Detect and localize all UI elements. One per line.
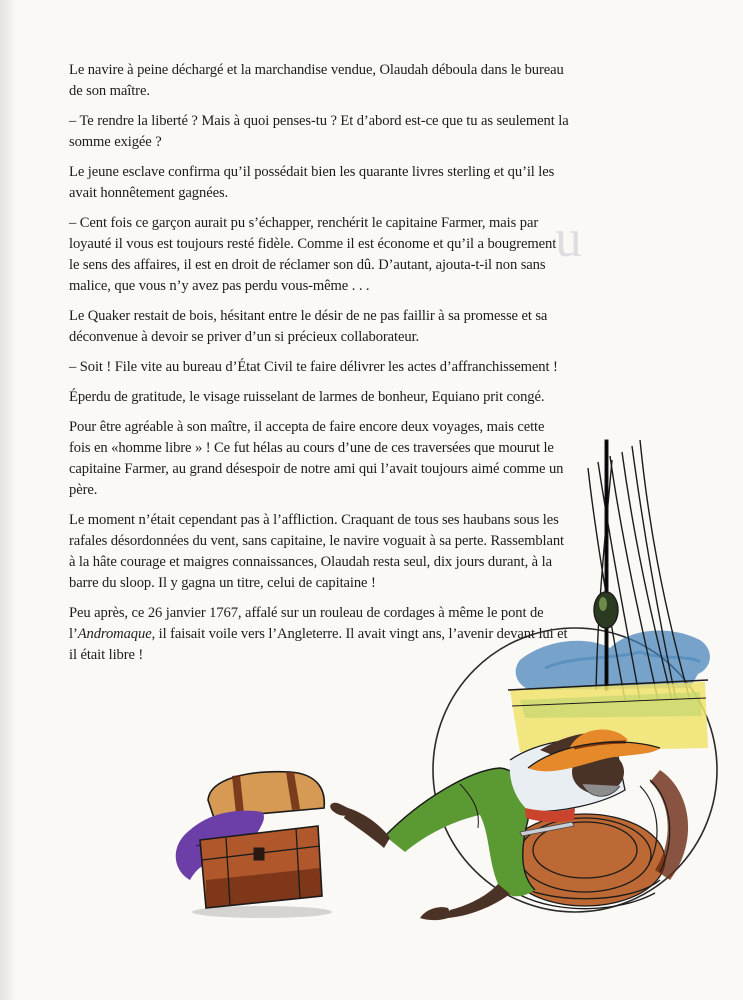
mast-pole — [605, 440, 608, 690]
show-through-from-reverse-page: u — [555, 210, 582, 268]
foot-right — [420, 907, 452, 920]
chest-lid — [208, 772, 324, 818]
pulley-block — [594, 592, 618, 628]
paragraph-last-start: Peu après, ce 26 janvier 1767, affalé sur un rouleau de cordages à même le pont de l’ — [69, 605, 544, 642]
leg-lower — [448, 884, 510, 918]
paragraph: – Soit ! File vite au bureau d’État Civil te faire délivrer les actes d’affranchissement ! — [69, 359, 558, 375]
paragraph: Pour être agréable à son maître, il accepta de faire encore deux voyages, mais cette fois en «homme libre » ! Ce fut hélas au cours d’une de ces traversées que mourut le capitaine Farmer, au grand désespoir de notre ami qui l’avait toujours aimé comme un père. — [69, 419, 564, 498]
paragraph: Le moment n’était cependant pas à l’affliction. Craquant de tous ses haubans sous les rafales désordonnées du vent, sans capitaine, le navire voguait à sa perte. Rassemblant à la hâte courage et maigres connaissances, Olaudah resta seul, dix jours durant, à la barre du sloop. Il y gagna un titre, celui de capitaine ! — [69, 512, 565, 591]
paragraph: Le Quaker restait de bois, hésitant entre le désir de ne pas faillir à sa promesse et sa déconvenue à devoir se priver d’un si précieux collaborateur. — [69, 308, 548, 345]
paragraph-last-end: , il faisait voile vers l’Angleterre. Il avait vingt ans, l’avenir devant lui et il était libre ! — [69, 626, 568, 663]
ship-name: Andromaque — [77, 626, 152, 642]
page-gutter-shadow — [0, 0, 16, 1000]
pulley-highlight — [599, 597, 607, 611]
paragraph: – Te rendre la liberté ? Mais à quoi penses-tu ? Et d’abord est-ce que tu as seulement la somme exigée ? — [69, 113, 569, 150]
illustration — [160, 420, 743, 1000]
chest-lock — [254, 848, 264, 860]
foot-left — [330, 803, 352, 816]
paragraph: Le jeune esclave confirma qu’il possédait bien les quarante livres sterling et qu’il les avait honnêtement gagnées. — [69, 164, 555, 201]
paragraph: Éperdu de gratitude, le visage ruisselant de larmes de bonheur, Equiano prit congé. — [69, 389, 545, 405]
leg-bare — [344, 808, 390, 848]
chest-shadow — [192, 906, 332, 918]
treasure-chest — [176, 772, 332, 918]
paragraph: Le navire à peine déchargé et la marchandise vendue, Olaudah déboula dans le bureau de son maître. — [69, 62, 564, 99]
trousers — [385, 768, 535, 896]
paragraph: – Cent fois ce garçon aurait pu s’échapper, renchérit le capitaine Farmer, mais par loyauté il vous est toujours resté fidèle. Comme il est économe et qu’il a bougrement le sens des affaires, il est en droit de réclamer son dû. D’autant, ajouta-t-il non sans malice, que vous n’y avez pas perdu vous-même . . . — [69, 215, 557, 294]
